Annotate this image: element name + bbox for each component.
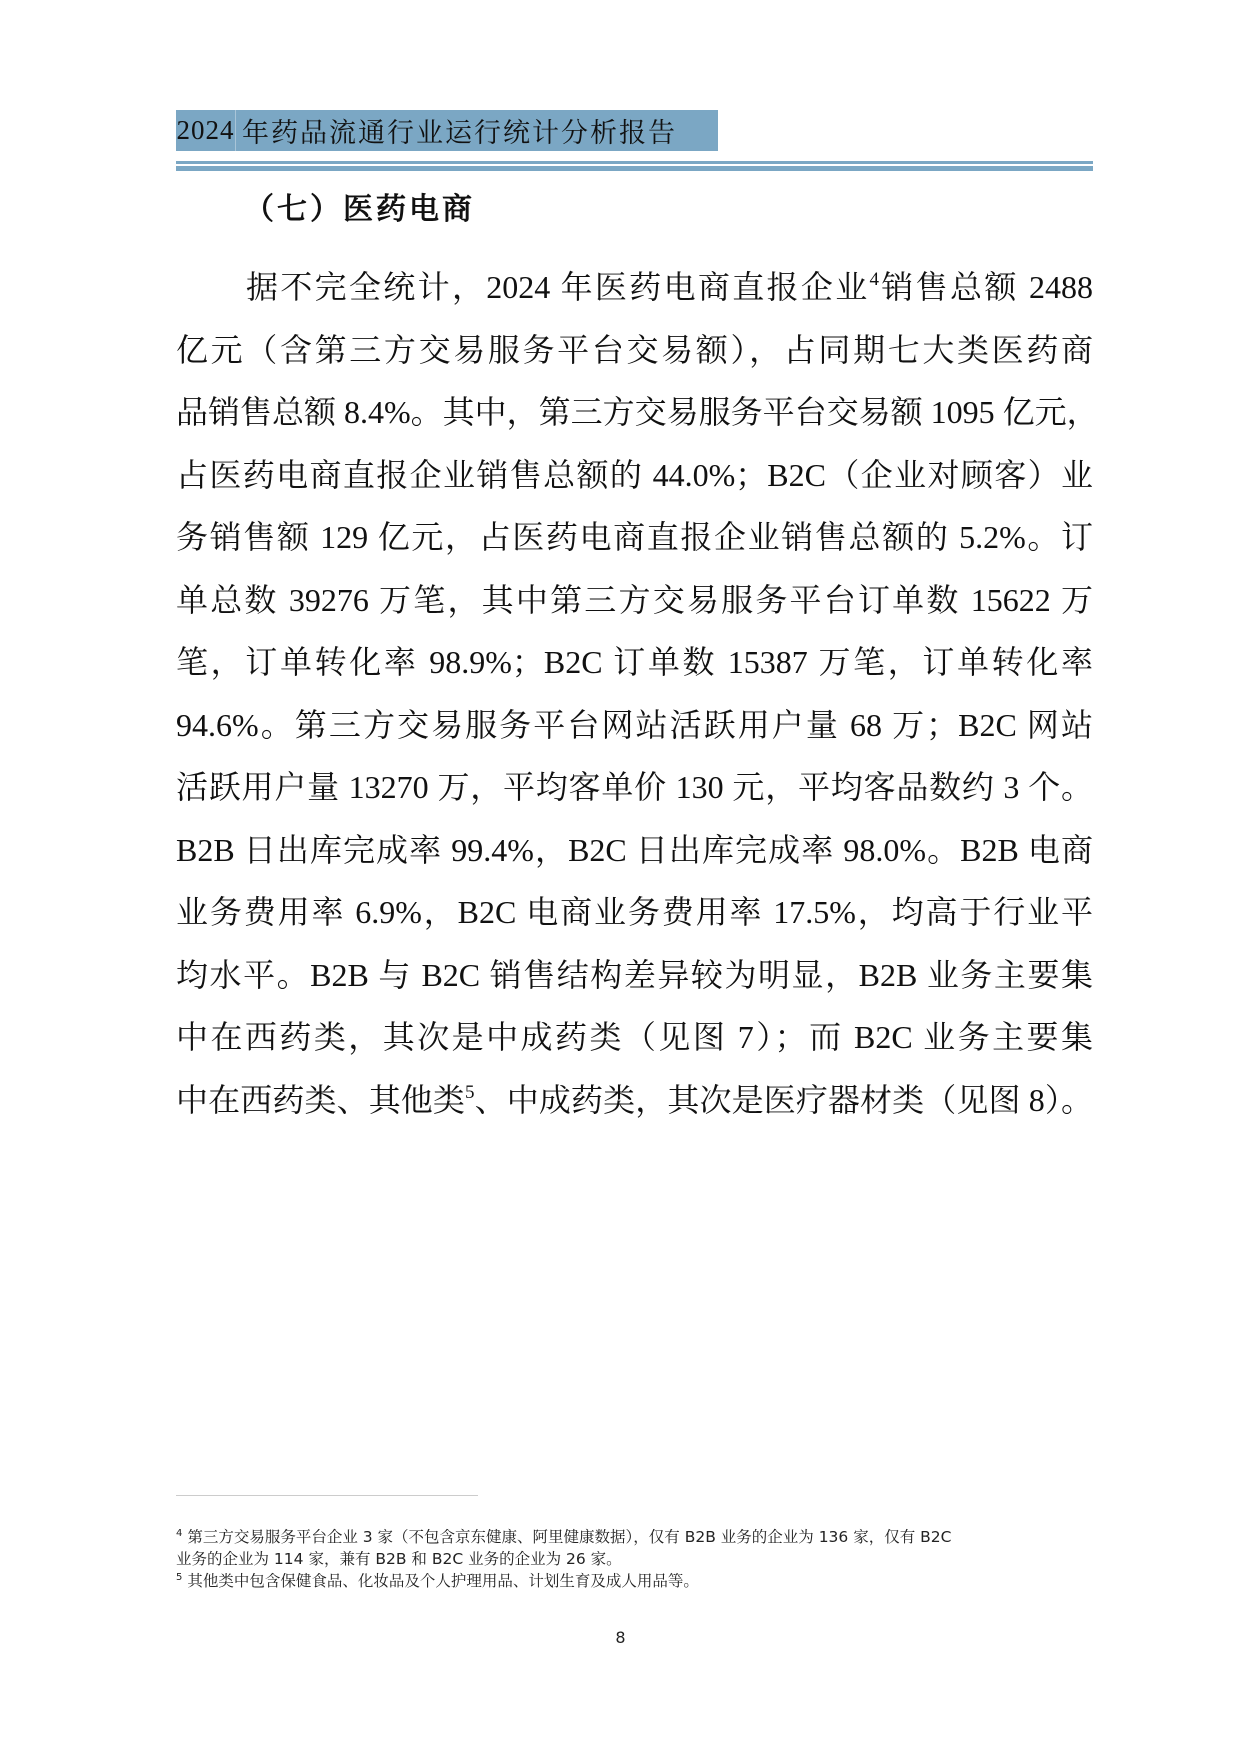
report-title: 年药品流通行业运行统计分析报告 [242, 118, 677, 149]
paragraph-line: 中在西药类、其他类$^5$、中成药类，其次是医疗器材类（见图 8）。 [176, 1081, 1093, 1118]
footnote-ref-4[interactable]: 4 [869, 269, 880, 290]
report-year: 2024 [176, 110, 236, 151]
header-rule-thick [176, 166, 1093, 171]
footnote-mark: 5 [176, 1572, 183, 1583]
paragraph-line: 务销售额 129 亿元，占医药电商直报企业销售总额的 5.2%。订 [176, 519, 1093, 555]
footnote-mark: 4 [176, 1528, 183, 1539]
paragraph-line: 活跃用户量 13270 万，平均客单价 130 元，平均客品数约 3 个。 [176, 769, 1093, 805]
paragraph-line: 均水平。B2B 与 B2C 销售结构差异较为明显，B2B 业务主要集 [176, 956, 1093, 993]
page-number: 8 [615, 1628, 626, 1647]
paragraph-line: 94.6%。第三方交易服务平台网站活跃用户量 68 万；B2C 网站 [176, 706, 1093, 743]
footnote-4: $^4$ 第三方交易服务平台企业 3 家（不包含京东健康、阿里健康数据），仅有 B2B 业务的企业为 136 家，仅有 B2C [176, 1528, 952, 1546]
paragraph-line: 品销售总额 8.4%。其中，第三方交易服务平台交易额 1095 亿元， [176, 394, 1099, 430]
paragraph-line: 业务费用率 6.9%，B2C 电商业务费用率 17.5%，均高于行业平 [176, 894, 1093, 930]
paragraph-line: 中在西药类，其次是中成药类（见图 7）；而 B2C 业务主要集 [176, 1019, 1093, 1055]
paragraph-line: 占医药电商直报企业销售总额的 44.0%；B2C（企业对顾客）业 [176, 456, 1093, 493]
footnote-4-continued: 业务的企业为 114 家，兼有 B2B 和 B2C 业务的企业为 26 家。 [176, 1550, 622, 1568]
footnote-ref-5[interactable]: 5 [465, 1081, 475, 1103]
section-heading: （七）医药电商 [244, 192, 475, 227]
report-header-bar [176, 110, 718, 151]
paragraph-line: 单总数 39276 万笔，其中第三方交易服务平台订单数 15622 万 [176, 581, 1093, 618]
footnotes [176, 1526, 1093, 1592]
footnote-5: $^5$ 其他类中包含保健食品、化妆品及个人护理用品、计划生育及成人用品等。 [176, 1572, 699, 1590]
paragraph-line: B2B 日出库完成率 99.4%，B2C 日出库完成率 98.0%。B2B 电商 [176, 831, 1093, 868]
paragraph-line: 笔，订单转化率 98.9%；B2C 订单数 15387 万笔，订单转化率 [176, 644, 1093, 680]
body-paragraph [176, 256, 1099, 1131]
header-rule-thin [176, 161, 1093, 164]
paragraph-line: 亿元（含第三方交易服务平台交易额），占同期七大类医药商 [176, 331, 1093, 368]
paragraph-line: 据不完全统计，2024 年医药电商直报企业$^4$销售总额 2488 [246, 269, 1093, 305]
footnote-separator [176, 1495, 478, 1496]
